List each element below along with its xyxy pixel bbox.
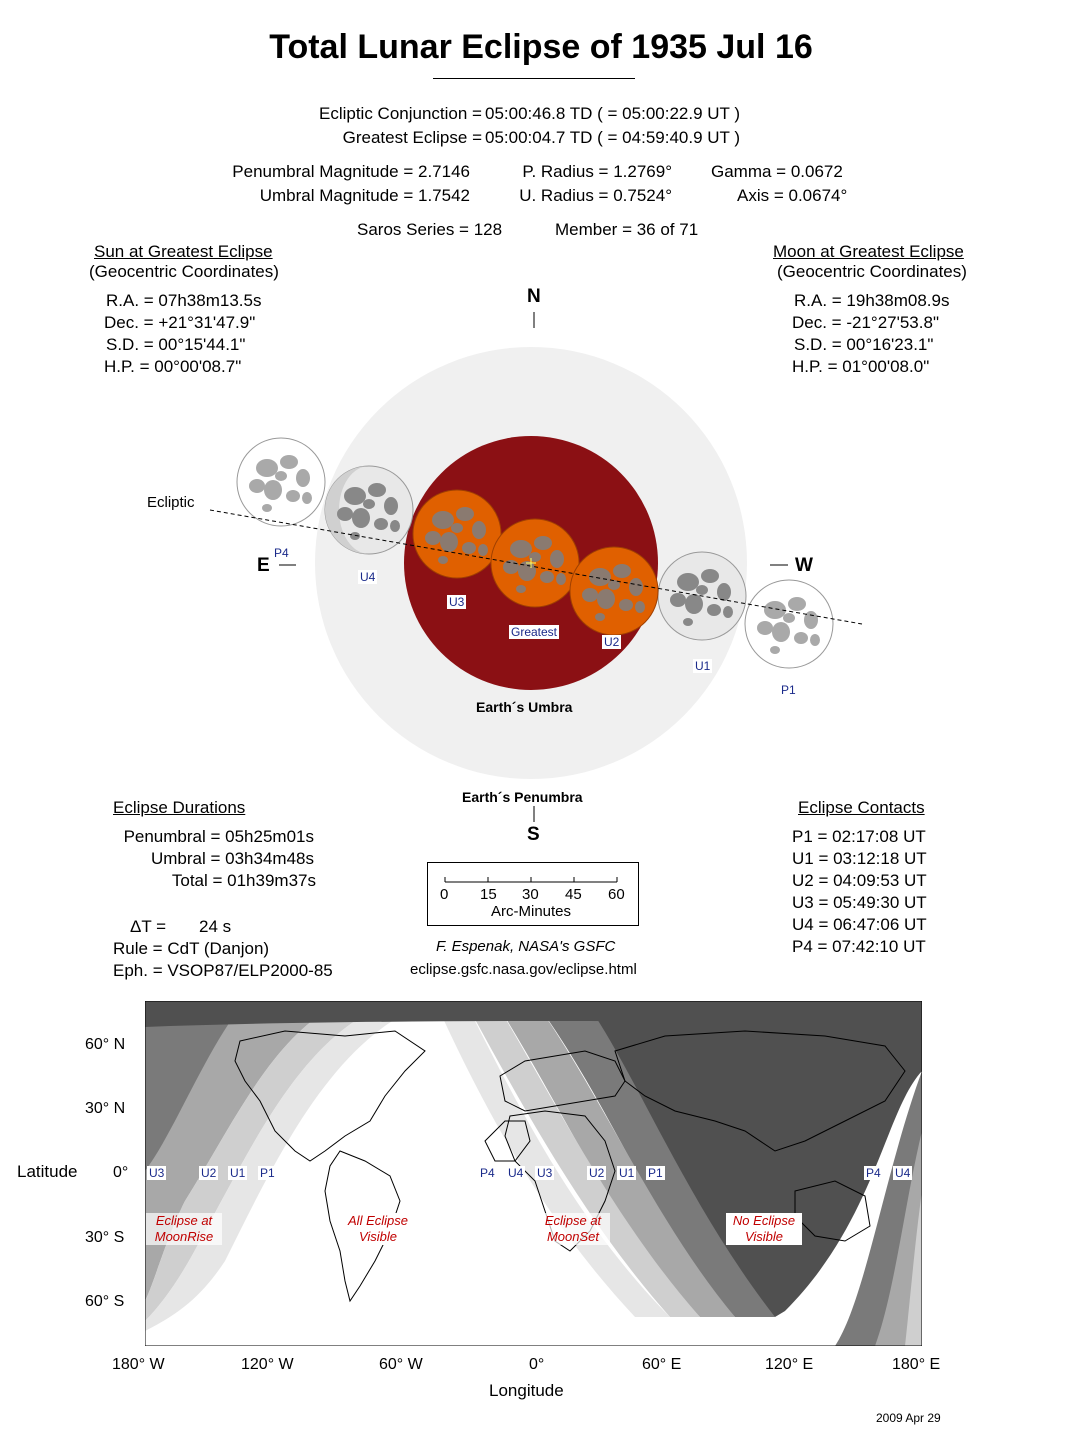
moon-u3 (413, 490, 501, 578)
region-no-eclipse: No Eclipse Visible (726, 1213, 802, 1245)
credit-url: eclipse.gsfc.nasa.gov/eclipse.html (410, 961, 637, 978)
map-label-p4-mid: P4 (480, 1166, 495, 1180)
moon-p4 (237, 438, 325, 526)
label-u1: U1 (695, 659, 711, 673)
sun-dec: Dec. = +21°31'47.9" (104, 313, 256, 332)
scale-label: Arc-Minutes (491, 903, 572, 920)
label-p4: P4 (274, 546, 289, 560)
sun-heading: Sun at Greatest Eclipse (94, 242, 273, 261)
map-label-u4-east: U4 (895, 1166, 911, 1180)
lat-tick-30n: 30° N (85, 1100, 126, 1117)
moon-hp: H.P. = 01°00'08.0" (792, 357, 930, 376)
map-label-p1-mid: P1 (648, 1166, 663, 1180)
contact-p1: P1 = 02:17:08 UT (792, 827, 926, 846)
contact-u4: U4 = 06:47:06 UT (792, 915, 927, 934)
moon-subheading: (Geocentric Coordinates) (777, 262, 967, 281)
lon-tick-60e: 60° E (642, 1356, 682, 1373)
eclipse-diagram (0, 280, 1082, 840)
label-p1: P1 (781, 683, 796, 697)
axis: Axis = 0.0674° (737, 186, 848, 205)
scale-tick-45: 45 (565, 886, 582, 903)
greatest-label: Greatest Eclipse = (342, 128, 482, 147)
saros-member: Member = 36 of 71 (555, 220, 699, 239)
sun-hp: H.P. = 00°00'08.7" (104, 357, 242, 376)
map-label-u3-mid: U3 (537, 1166, 553, 1180)
duration-total: Total = 01h39m37s (171, 871, 316, 890)
umbra-label: Earth´s Umbra (476, 699, 573, 715)
lon-tick-180e: 180° E (892, 1356, 941, 1373)
lat-tick-60s: 60° S (85, 1293, 125, 1310)
map-label-u3-west: U3 (149, 1166, 165, 1180)
map-ylabel: Latitude (17, 1162, 78, 1181)
gamma: Gamma = 0.0672 (711, 162, 843, 181)
map-label-u4-mid: U4 (508, 1166, 524, 1180)
region-moonset: Eclipse at MoonSet (536, 1213, 610, 1245)
scale-tick-0: 0 (440, 886, 449, 903)
saros-series: Saros Series = 128 (357, 220, 503, 239)
sun-sd: S.D. = 00°15'44.1" (106, 335, 246, 354)
contact-p4: P4 = 07:42:10 UT (792, 937, 926, 956)
east-label: E (257, 555, 270, 576)
map-label-u2-mid: U2 (589, 1166, 605, 1180)
moon-u4 (325, 466, 413, 554)
map-label-u1-west: U1 (230, 1166, 246, 1180)
title-rule (433, 78, 635, 79)
moon-ra: R.A. = 19h38m08.9s (794, 291, 950, 310)
south-label: S (527, 824, 540, 845)
moon-p1 (745, 580, 833, 668)
west-label: W (795, 555, 813, 576)
north-label: N (527, 286, 541, 307)
sun-ra: R.A. = 07h38m13.5s (106, 291, 262, 310)
moon-heading: Moon at Greatest Eclipse (773, 242, 964, 261)
map-label-p4-east: P4 (866, 1166, 881, 1180)
lon-tick-120w: 120° W (241, 1356, 294, 1373)
map-label-p1-west: P1 (260, 1166, 275, 1180)
label-u3: U3 (449, 595, 465, 609)
label-greatest: Greatest (511, 625, 558, 639)
credit-author: F. Espenak, NASA's GSFC (436, 938, 616, 955)
lon-tick-0: 0° (529, 1356, 545, 1373)
duration-penumbral: Penumbral = 05h25m01s (123, 827, 314, 846)
map-label-u2-west: U2 (201, 1166, 217, 1180)
ephemeris: Eph. = VSOP87/ELP2000-85 (113, 961, 333, 980)
rule: Rule = CdT (Danjon) (113, 939, 270, 958)
ecliptic-label: Ecliptic (147, 494, 195, 511)
moon-u2 (570, 547, 658, 635)
scale-tick-15: 15 (480, 886, 497, 903)
conjunction-value: 05:00:46.8 TD ( = 05:00:22.9 UT ) (485, 104, 740, 123)
page-title: Total Lunar Eclipse of 1935 Jul 16 (269, 28, 813, 66)
label-u2: U2 (604, 635, 620, 649)
region-moonrise: Eclipse at MoonRise (146, 1213, 222, 1245)
delta-t-label: ΔT = (130, 917, 167, 936)
map-label-u1-mid: U1 (619, 1166, 635, 1180)
map-xlabel: Longitude (489, 1381, 564, 1400)
lon-tick-180w: 180° W (112, 1356, 165, 1373)
lon-tick-120e: 120° E (765, 1356, 814, 1373)
lon-tick-60w: 60° W (379, 1356, 423, 1373)
contact-u1: U1 = 03:12:18 UT (792, 849, 927, 868)
contact-u2: U2 = 04:09:53 UT (792, 871, 927, 890)
moon-dec: Dec. = -21°27'53.8" (792, 313, 939, 332)
moon-sd: S.D. = 00°16'23.1" (794, 335, 934, 354)
umbral-magnitude: Umbral Magnitude = 1.7542 (259, 186, 470, 205)
penumbra-label: Earth´s Penumbra (462, 789, 583, 805)
penumbral-magnitude: Penumbral Magnitude = 2.7146 (232, 162, 470, 181)
lat-tick-0: 0° (113, 1164, 129, 1181)
sun-subheading: (Geocentric Coordinates) (89, 262, 279, 281)
conjunction-label: Ecliptic Conjunction = (318, 104, 482, 123)
lat-tick-60n: 60° N (85, 1036, 126, 1053)
penumbral-radius: P. Radius = 1.2769° (522, 162, 672, 181)
lat-tick-30s: 30° S (85, 1229, 125, 1246)
scale-tick-30: 30 (522, 886, 539, 903)
scale-tick-60: 60 (608, 886, 625, 903)
region-all-visible: All Eclipse Visible (341, 1213, 415, 1245)
umbral-radius: U. Radius = 0.7524° (519, 186, 672, 205)
delta-t-value: 24 s (199, 917, 232, 936)
scale-box (427, 862, 639, 926)
greatest-value: 05:00:04.7 TD ( = 04:59:40.9 UT ) (485, 128, 740, 147)
date-stamp: 2009 Apr 29 (876, 1411, 941, 1425)
contact-u3: U3 = 05:49:30 UT (792, 893, 927, 912)
duration-umbral: Umbral = 03h34m48s (150, 849, 314, 868)
durations-heading: Eclipse Durations (113, 798, 246, 817)
label-u4: U4 (360, 570, 376, 584)
contacts-heading: Eclipse Contacts (798, 798, 925, 817)
